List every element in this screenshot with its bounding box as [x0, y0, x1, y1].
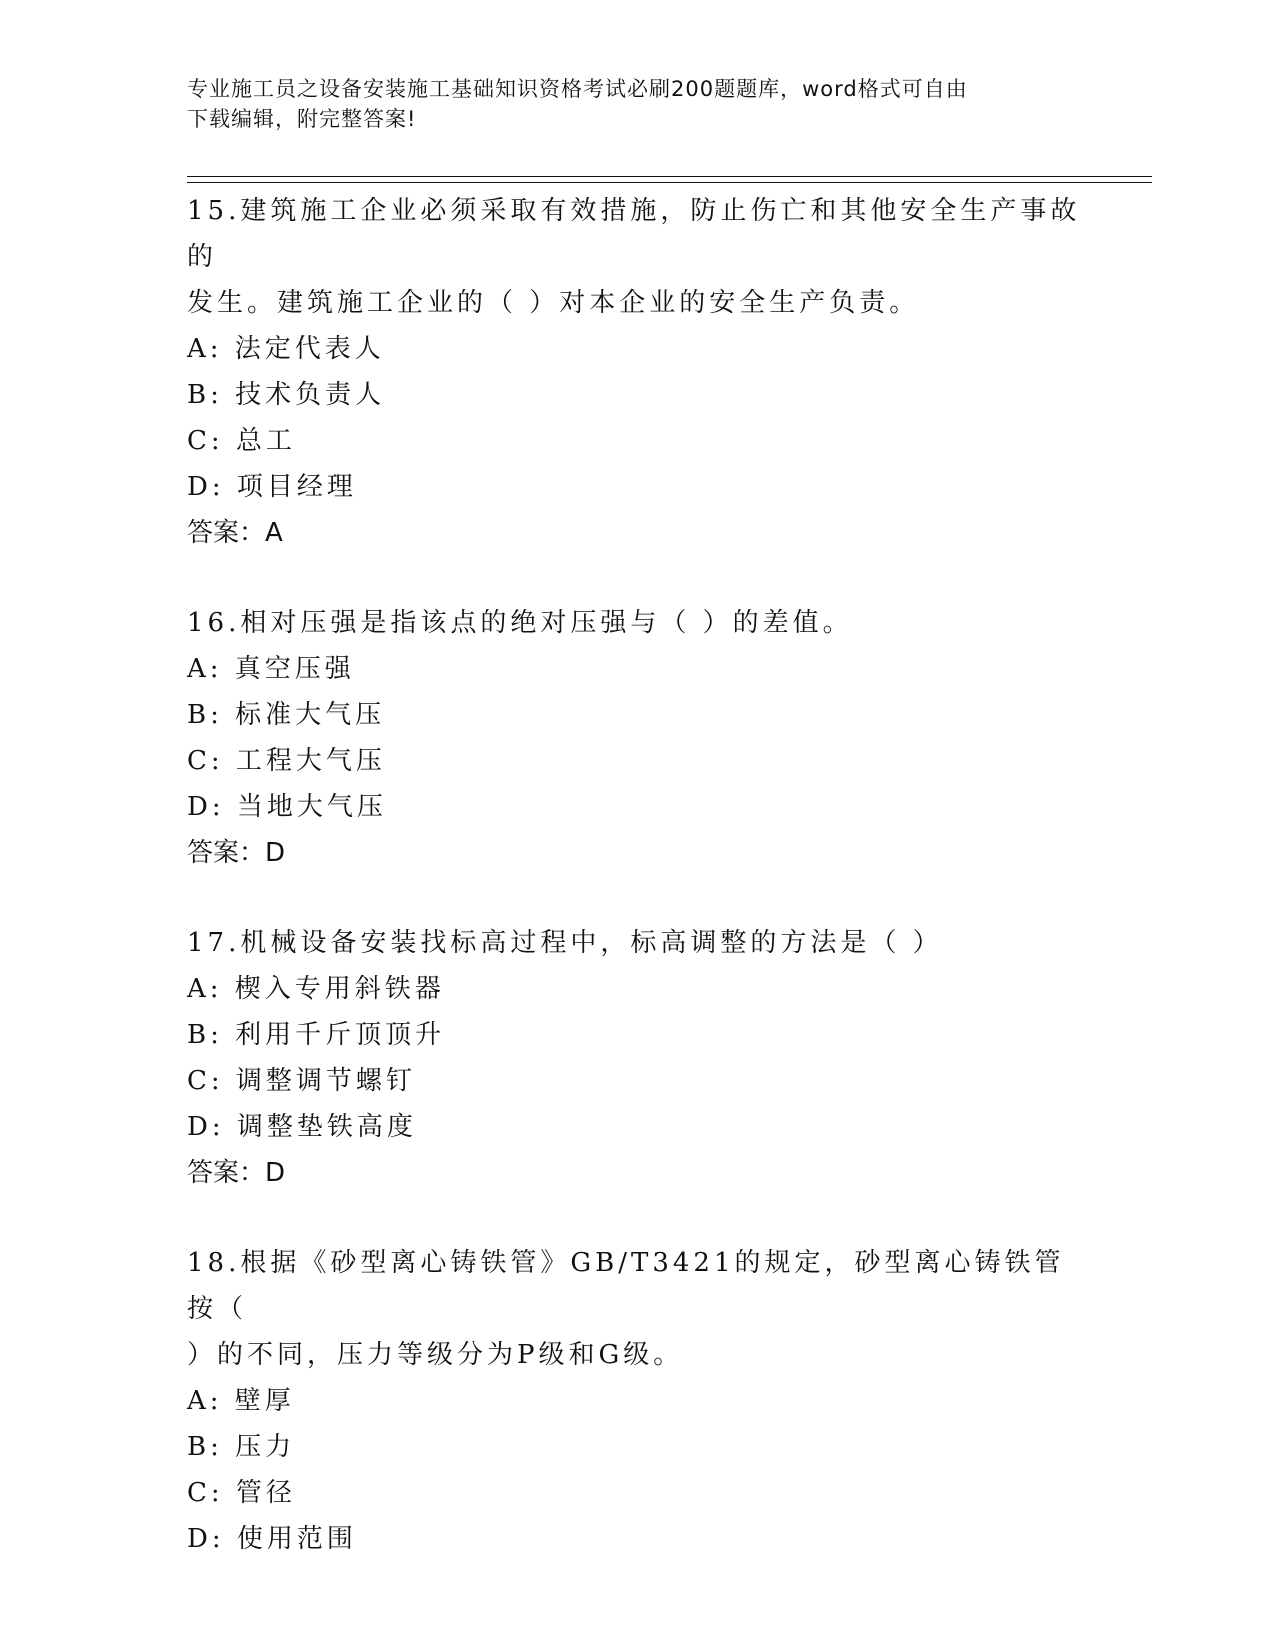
question-17	[187, 920, 1087, 1196]
option-d: D: 当地大气压	[187, 792, 387, 822]
question-text-line-1: 16.相对压强是指该点的绝对压强与（ ）的差值。	[187, 608, 853, 638]
option-a: A: 真空压强	[187, 654, 355, 684]
question-15	[187, 188, 1087, 556]
question-16	[187, 600, 1087, 876]
option-d: D: 项目经理	[187, 472, 357, 502]
option-c: C: 工程大气压	[187, 746, 386, 776]
option-b: B: 标准大气压	[187, 700, 386, 730]
answer: 答案：D	[187, 838, 286, 868]
header-divider-top	[187, 176, 1152, 177]
option-d: D: 使用范围	[187, 1524, 357, 1554]
question-list	[187, 188, 1087, 1606]
header-divider-bottom	[187, 182, 1152, 183]
option-a: A: 法定代表人	[187, 334, 385, 364]
option-d: D: 调整垫铁高度	[187, 1112, 417, 1142]
option-b: B: 利用千斤顶顶升	[187, 1020, 446, 1050]
question-text-line-1: 18.根据《砂型离心铸铁管》GB/T3421的规定，砂型离心铸铁管按（	[187, 1248, 1065, 1324]
option-c: C: 管径	[187, 1478, 296, 1508]
option-c: C: 调整调节螺钉	[187, 1066, 416, 1096]
question-text-line-1: 17.机械设备安装找标高过程中，标高调整的方法是（ ）	[187, 928, 943, 958]
answer: 答案：D	[187, 1158, 286, 1188]
header-line-1: 专业施工员之设备安装施工基础知识资格考试必刷200题题库，word格式可自由	[187, 77, 968, 101]
option-a: A: 楔入专用斜铁器	[187, 974, 445, 1004]
header-line-2: 下载编辑，附完整答案!	[187, 107, 417, 131]
question-18	[187, 1240, 1087, 1562]
option-b: B: 压力	[187, 1432, 296, 1462]
answer: 答案：A	[187, 518, 283, 548]
question-text-line-2: 发生。建筑施工企业的（ ）对本企业的安全生产负责。	[187, 288, 920, 318]
question-text-line-2: ）的不同，压力等级分为P级和G级。	[187, 1340, 684, 1370]
option-a: A: 壁厚	[187, 1386, 295, 1416]
option-c: C: 总工	[187, 426, 296, 456]
option-b: B: 技术负责人	[187, 380, 386, 410]
document-header	[187, 74, 1067, 134]
question-text-line-1: 15.建筑施工企业必须采取有效措施，防止伤亡和其他安全生产事故的	[187, 196, 1081, 272]
